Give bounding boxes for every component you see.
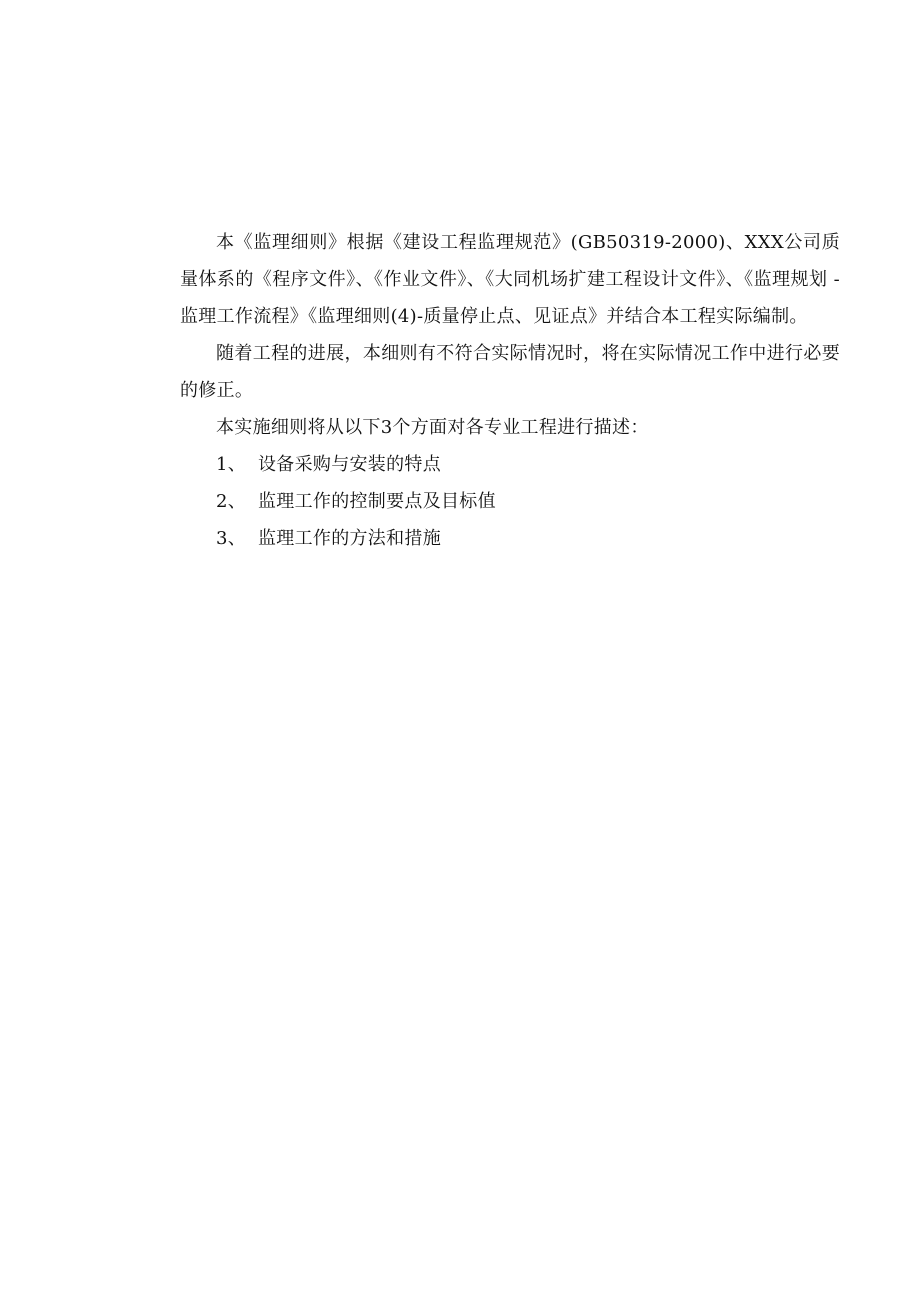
- paragraph-intro: 本实施细则将从以下3个方面对各专业工程进行描述：: [216, 417, 649, 438]
- list-item: [180, 446, 840, 483]
- list-item-text: 监理工作的控制要点及目标值: [258, 491, 496, 512]
- paragraph-basis: 本《监理细则》根据《建设工程监理规范》(GB50319-2000)、XXX公司质 量体系的《程序文件》、《作业文件》、《大同机场扩建工程设计文件》、《监理规划 -监理工作流程》《监理细则(4)-质量停止点、见证点》并结合本工程实际编制。: [180, 232, 840, 327]
- list-item-number: 2、: [216, 491, 247, 512]
- list-item-number: 3、: [216, 528, 247, 549]
- aspect-list: [180, 446, 840, 557]
- list-item-number: 1、: [216, 454, 247, 475]
- list-item: [180, 520, 840, 557]
- list-item-text: 设备采购与安装的特点: [258, 454, 441, 475]
- list-item-text: 监理工作的方法和措施: [258, 528, 441, 549]
- list-item: [180, 483, 840, 520]
- paragraph-revision: 随着工程的进展，本细则有不符合实际情况时，将在实际情况工作中进行必要的修正。: [180, 343, 840, 401]
- document-body: [180, 224, 840, 557]
